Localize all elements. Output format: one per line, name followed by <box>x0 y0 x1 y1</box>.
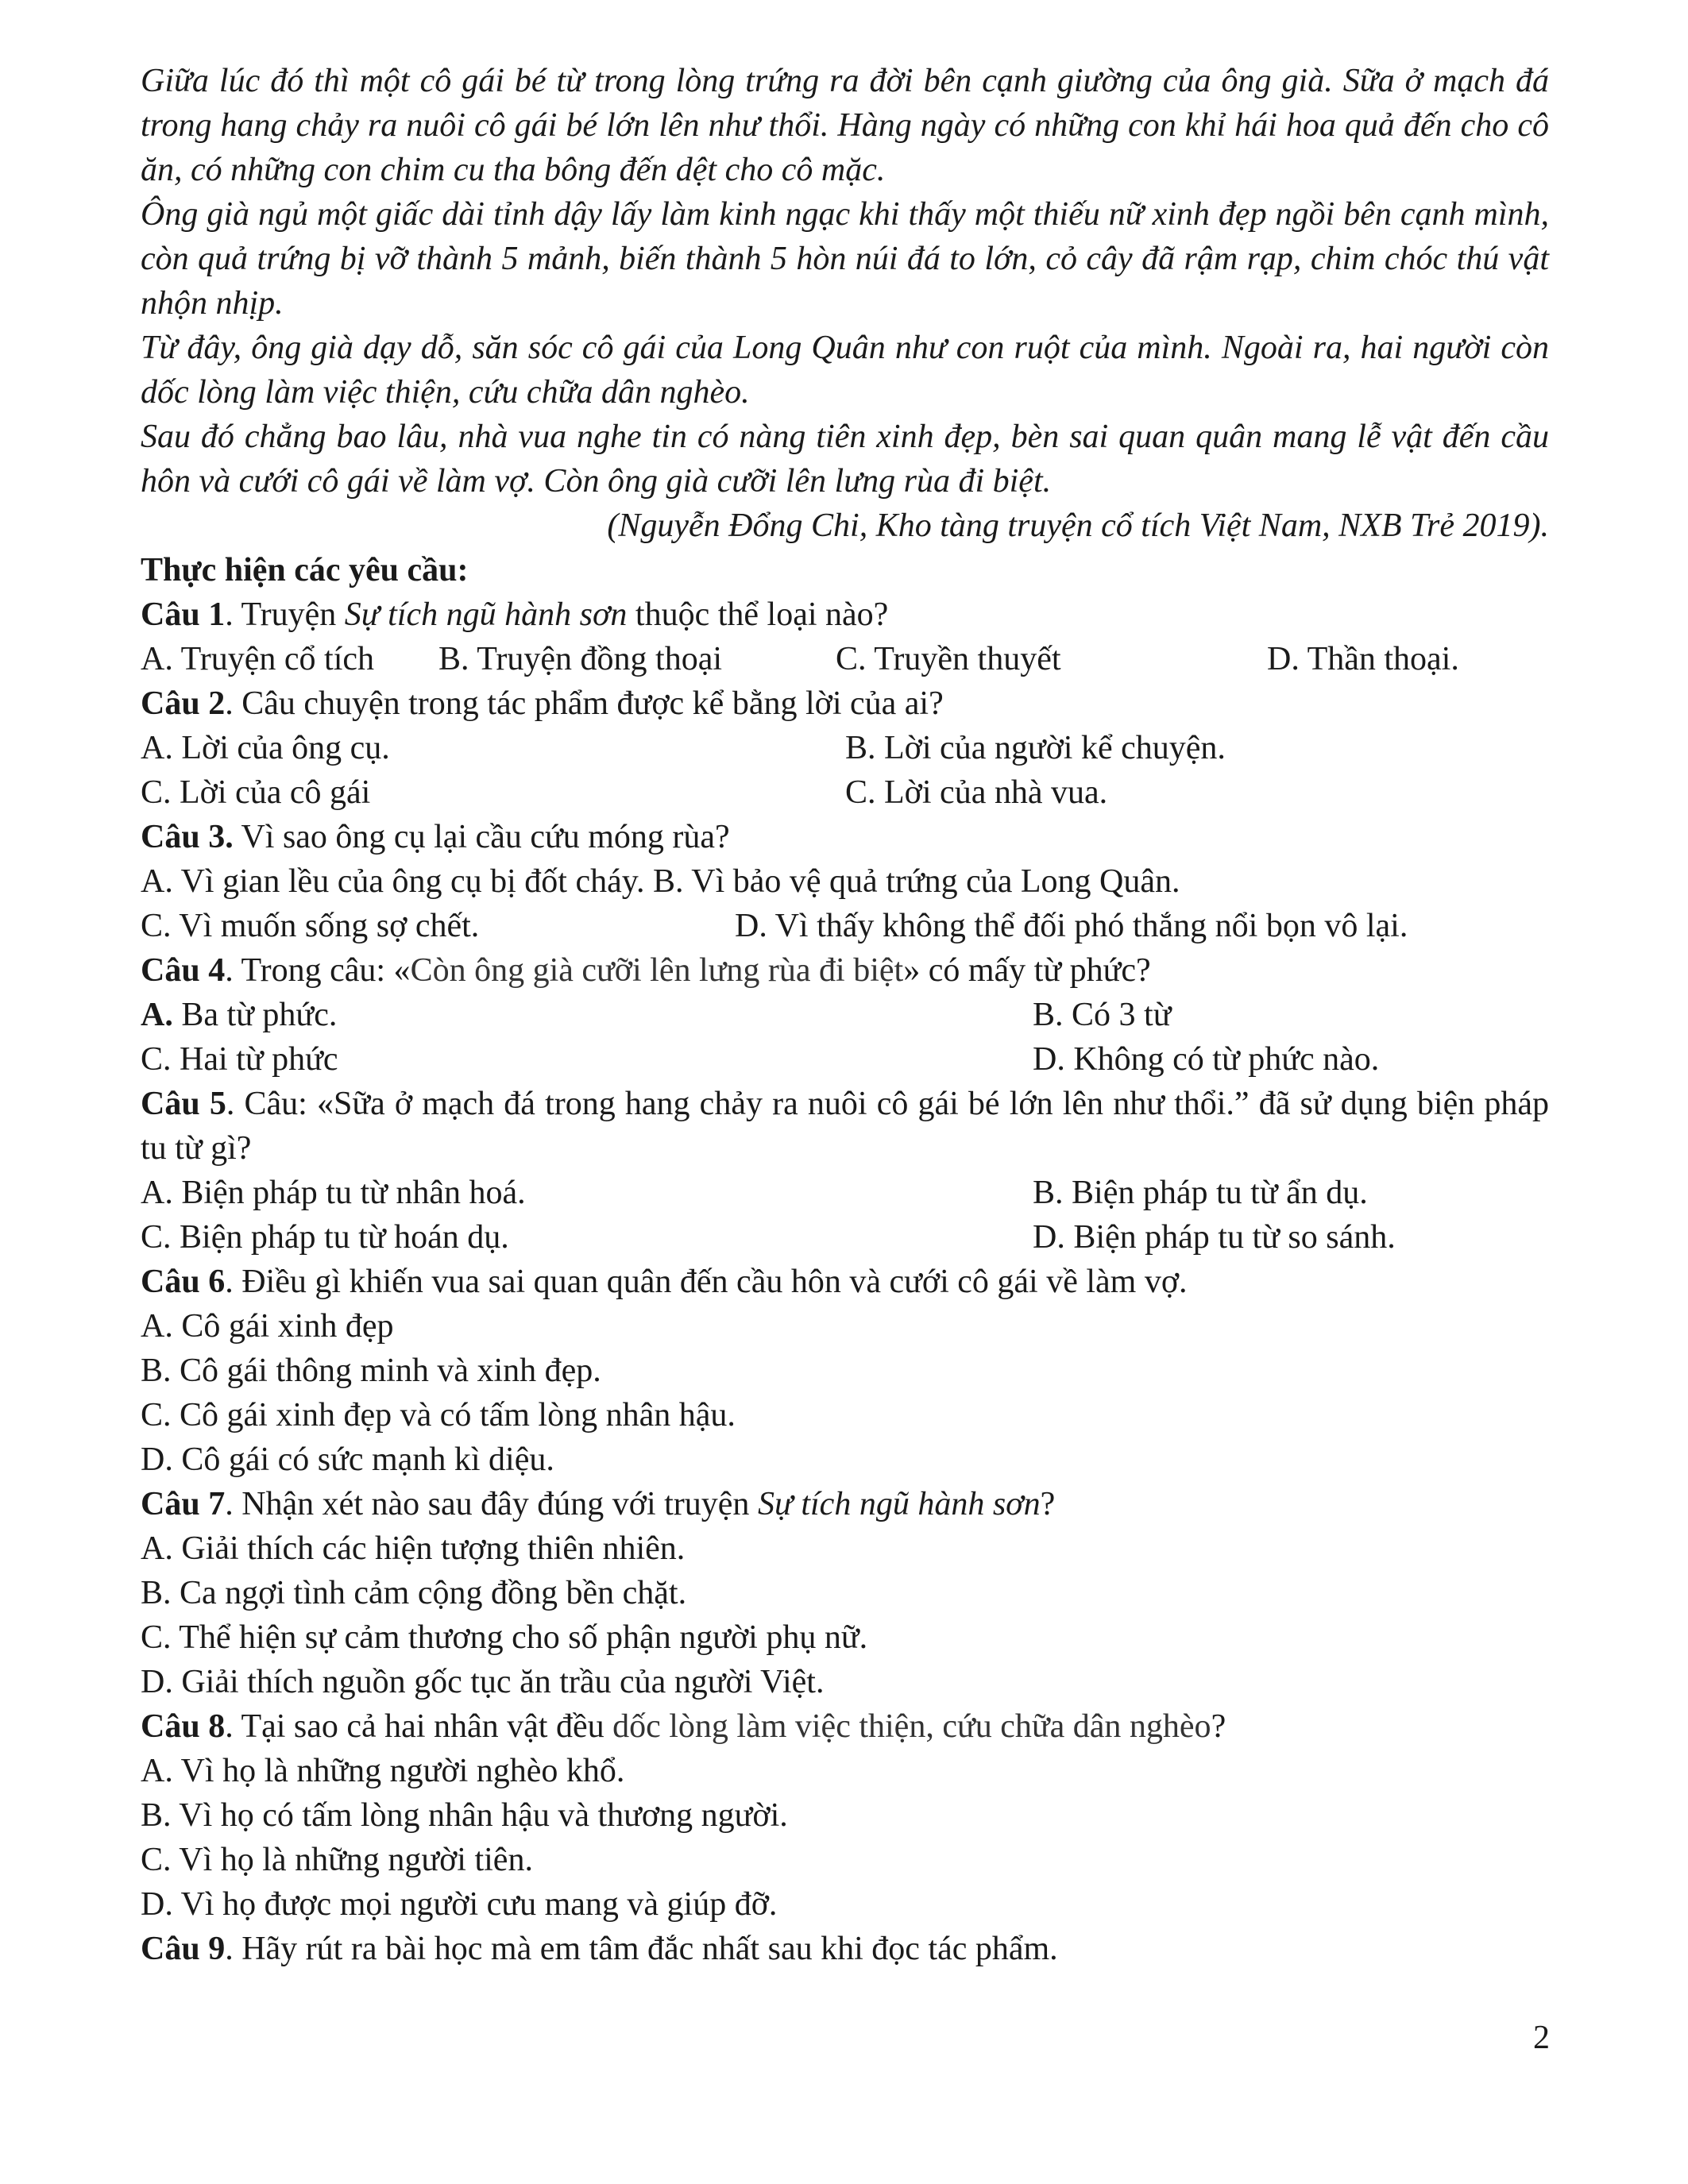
option-d: D. Cô gái có sức mạnh kì diệu. <box>141 1441 554 1478</box>
option-b: B. Truyện đồng thoại <box>438 641 723 677</box>
question-2-options-row-1 <box>141 726 1549 770</box>
question-label: Câu 5 <box>141 1086 226 1122</box>
option-b: B. Vì họ có tấm lòng nhân hậu và thương người. <box>141 1797 788 1834</box>
option-a: A. Biện pháp tu từ nhân hoá. <box>141 1175 526 1211</box>
option-a: A. Vì họ là những người nghèo khổ. <box>141 1753 625 1789</box>
question-label: Câu 3. <box>141 819 234 855</box>
question-4: Câu 4. Trong câu: «Còn ông già cưỡi lên lưng rùa đi biệt» có mấy từ phức? <box>141 952 1151 989</box>
option-b: B. Cô gái thông minh và xinh đẹp. <box>141 1352 601 1389</box>
question-label: Câu 4 <box>141 952 226 989</box>
question-8: Câu 8. Tại sao cả hai nhân vật đều dốc lòng làm việc thiện, cứu chữa dân nghèo? <box>141 1708 1226 1745</box>
option-b: B. Biện pháp tu từ ẩn dụ. <box>1033 1175 1368 1211</box>
question-1-options <box>141 637 1549 681</box>
option-c: C. Biện pháp tu từ hoán dụ. <box>141 1219 509 1256</box>
content-column <box>141 59 1549 1971</box>
question-7: Câu 7. Nhận xét nào sau đây đúng với truyện Sự tích ngũ hành sơn? <box>141 1486 1056 1522</box>
option-c: C. Thể hiện sự cảm thương cho số phận người phụ nữ. <box>141 1619 868 1656</box>
question-label: Câu 9 <box>141 1931 226 1967</box>
question-4-options-row-2 <box>141 1037 1549 1082</box>
option-c: C. Lời của cô gái <box>141 774 371 811</box>
source-citation: (Nguyễn Đổng Chi, Kho tàng truyện cổ tích Việt Nam, NXB Trẻ 2019). <box>607 507 1549 544</box>
page-number: 2 <box>1533 2020 1550 2056</box>
passage-paragraph: Từ đây, ông già dạy dỗ, săn sóc cô gái của Long Quân như con ruột của mình. Ngoài ra, hai người còn dốc lòng làm việc thiện, cứu chữa dân nghèo. <box>141 330 1549 411</box>
option-d: D. Vì thấy không thể đối phó thắng nổi bọn vô lại. <box>735 908 1408 944</box>
option-c: C. Hai từ phức <box>141 1041 338 1078</box>
option-d: D. Biện pháp tu từ so sánh. <box>1033 1219 1396 1256</box>
question-6: Câu 6. Điều gì khiến vua sai quan quân đến cầu hôn và cưới cô gái về làm vợ. <box>141 1264 1188 1300</box>
option-d: D. Không có từ phức nào. <box>1033 1041 1380 1078</box>
option-d: D. Giải thích nguồn gốc tục ăn trầu của người Việt. <box>141 1664 825 1700</box>
option-d: D. Thần thoại. <box>1267 641 1459 677</box>
question-9: Câu 9. Hãy rút ra bài học mà em tâm đắc nhất sau khi đọc tác phẩm. <box>141 1931 1058 1967</box>
question-5-options-row-1 <box>141 1171 1549 1215</box>
passage-paragraph: Sau đó chẳng bao lâu, nhà vua nghe tin có nàng tiên xinh đẹp, bèn sai quan quân mang lễ vật đến cầu hôn và cưới cô gái về làm vợ. Còn ông già cưỡi lên lưng rùa đi biệt. <box>141 419 1549 500</box>
question-label: Câu 2 <box>141 685 226 722</box>
question-label: Câu 7 <box>141 1486 226 1522</box>
question-label: Câu 1 <box>141 596 226 633</box>
passage-paragraph: Giữa lúc đó thì một cô gái bé từ trong lòng trứng ra đời bên cạnh giường của ông già. Sữa ở mạch đá trong hang chảy ra nuôi cô gái bé lớn lên như thổi. Hàng ngày có những con khỉ hái hoa quả đến cho cô ăn, có những con chim cu tha bông đến dệt cho cô mặc. <box>141 63 1549 188</box>
question-3: Câu 3. Vì sao ông cụ lại cầu cứu móng rùa? <box>141 819 730 855</box>
option-b: B. Có 3 từ <box>1033 997 1172 1033</box>
option-b: B. Ca ngợi tình cảm cộng đồng bền chặt. <box>141 1575 687 1611</box>
option-a: A. Lời của ông cụ. <box>141 730 390 766</box>
question-2: Câu 2. Câu chuyện trong tác phẩm được kể bằng lời của ai? <box>141 685 944 722</box>
option-d: C. Lời của nhà vua. <box>845 774 1108 811</box>
passage-paragraph: Ông già ngủ một giấc dài tỉnh dậy lấy làm kinh ngạc khi thấy một thiếu nữ xinh đẹp ngồi bên cạnh mình, còn quả trứng bị vỡ thành 5 mảnh, biến thành 5 hòn núi đá to lớn, cỏ cây đã rậm rạp, chim chóc thú vật nhộn nhịp. <box>141 196 1549 322</box>
option-c: C. Vì họ là những người tiên. <box>141 1842 533 1878</box>
option-d: D. Vì họ được mọi người cưu mang và giúp đỡ. <box>141 1886 778 1923</box>
question-5: Câu 5. Câu: «Sữa ở mạch đá trong hang chảy ra nuôi cô gái bé lớn lên như thổi.” đã sử dụng biện pháp tu từ gì? <box>141 1086 1549 1167</box>
question-3-options-ab: A. Vì gian lều của ông cụ bị đốt cháy. B. Vì bảo vệ quả trứng của Long Quân. <box>141 863 1180 900</box>
question-1: Câu 1. Truyện Sự tích ngũ hành sơn thuộc thể loại nào? <box>141 596 889 633</box>
question-label: Câu 6 <box>141 1264 226 1300</box>
option-c: C. Vì muốn sống sợ chết. <box>141 908 480 944</box>
requirements-heading: Thực hiện các yêu cầu: <box>141 552 469 588</box>
option-a: A. Ba từ phức. <box>141 997 338 1033</box>
option-b: B. Lời của người kể chuyện. <box>845 730 1226 766</box>
option-a: A. Cô gái xinh đẹp <box>141 1308 394 1345</box>
question-label: Câu 8 <box>141 1708 226 1745</box>
option-a: A. Truyện cổ tích <box>141 641 374 677</box>
story-passage <box>141 59 1549 504</box>
question-5-options-row-2 <box>141 1215 1549 1260</box>
option-a: A. Giải thích các hiện tượng thiên nhiên. <box>141 1530 686 1567</box>
question-4-options-row-1 <box>141 993 1549 1037</box>
question-3-options-cd <box>141 904 1549 948</box>
question-2-options-row-2 <box>141 770 1549 815</box>
option-c: C. Cô gái xinh đẹp và có tấm lòng nhân hậu. <box>141 1397 736 1433</box>
option-c: C. Truyền thuyết <box>836 641 1061 677</box>
